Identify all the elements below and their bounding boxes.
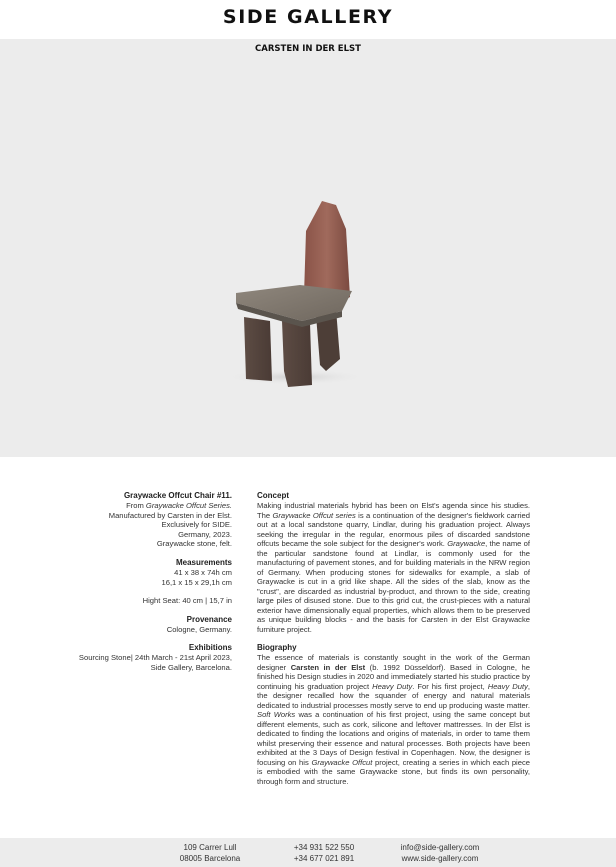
phone-link-2[interactable]: +34 677 021 891 bbox=[293, 854, 355, 863]
product-manufacturer: Manufactured by Carsten in der Elst. bbox=[108, 510, 232, 520]
chair-front-leg-right bbox=[282, 321, 312, 387]
seat-height: Hight Seat: 40 cm | 15,7 in bbox=[142, 596, 232, 606]
concept-text: Making industrial materials hybrid has been on Elst's agenda since his studies. The Graywacke Offcut series is a continuation of the designer's fieldwork carried out at a local sandstone quarry, Lindlar, during his graduation project. Always seeking the irregular in the regular, enormous piles of discarded sandstone offcuts became the sole subject for the designer's work. Graywacke, the name of the particular sandstone found at Lindlar, is commonly used for the manufacturing of pavement stones, and for building materials in the NRW region of Germany. When producing stones for sidewalks for example, a slab of Graywacke is cut in a grid like shape. All the sides of the slab, know as the "crust", are discarded as industrial by-product, and thrown to the side, creating large piles of disused stone. Due to this grid cut, the crust-pieces with a natural exterior have dimensionally equal properties, which allows them to be preserved as unique building blocks - and the basis for Carsten in der Elst Graywacke furniture project. bbox=[257, 501, 530, 634]
product-details bbox=[32, 491, 232, 682]
biography-text: The essence of materials is constantly sought in the work of the German designer Carsten in der Elst (b. 1992 Düsseldorf). Based in Cologne, he finished his Design studies in 2020 and immediately started his studio practice by continuing his graduation project Heavy Duty. For his first project, Heavy Duty, the designer recalled how the squander of energy and natural materials dedicated to industrial processes mostly serve to end up producing waste matter. Soft Works was a continuation of his first project, using the same concept but different elements, such as cork, silicone and leftover mattresses. In der Elst is dedicated to finding the locations and origins of materials, in order to tame them whilst preserving their essence and natural processes. Both projects have been exhibited at the 3 Days of Design festival in Copenhagen. Now, the designer is focusing on his Graywacke Offcut project, creating a series in which each piece is embodied with the same Graywacke stone, but finds its own personality, through form and structure. bbox=[257, 653, 531, 786]
product-title: Graywacke Offcut Chair #11. bbox=[123, 491, 232, 500]
footer bbox=[0, 838, 616, 867]
footer-phones bbox=[279, 842, 369, 864]
footer-address: 109 Carrer Lull 08005 Barcelona bbox=[179, 843, 241, 863]
product-series: From Graywacke Offcut Series. bbox=[126, 501, 232, 510]
provenance-text: Cologne, Germany. bbox=[166, 624, 232, 634]
measurements-heading: Measurements bbox=[175, 557, 232, 567]
chair-illustration bbox=[0, 59, 616, 457]
exhibition-line-1: Sourcing Stone| 24th March - 21st April 2023, bbox=[78, 653, 232, 663]
product-exclusivity: Exclusively for SIDE. bbox=[161, 520, 232, 530]
product-photo bbox=[0, 59, 616, 457]
provenance-heading: Provenance bbox=[186, 614, 232, 624]
website-link[interactable]: www.side-gallery.com bbox=[401, 854, 479, 863]
brand-title: SIDE GALLERY bbox=[222, 6, 394, 28]
biography-heading: Biography bbox=[257, 643, 297, 652]
exhibition-line-2: Side Gallery, Barcelona. bbox=[150, 662, 232, 672]
product-materials: Graywacke stone, felt. bbox=[156, 539, 232, 549]
measurements-in: 16,1 x 15 x 29,1h cm bbox=[161, 577, 232, 587]
product-origin: Germany, 2023. bbox=[178, 529, 232, 539]
chair-front-leg-left bbox=[244, 317, 272, 381]
designer-name-bar: CARSTEN IN DER ELST bbox=[0, 39, 616, 59]
exhibitions-heading: Exhibitions bbox=[188, 643, 232, 653]
phone-link-1[interactable]: +34 931 522 550 bbox=[293, 843, 355, 852]
email-link[interactable]: info@side-gallery.com bbox=[400, 843, 480, 852]
measurements-cm: 41 x 38 x 74h cm bbox=[174, 567, 232, 577]
concept-heading: Concept bbox=[257, 491, 289, 500]
description-column bbox=[257, 491, 530, 795]
footer-contact bbox=[390, 842, 490, 864]
